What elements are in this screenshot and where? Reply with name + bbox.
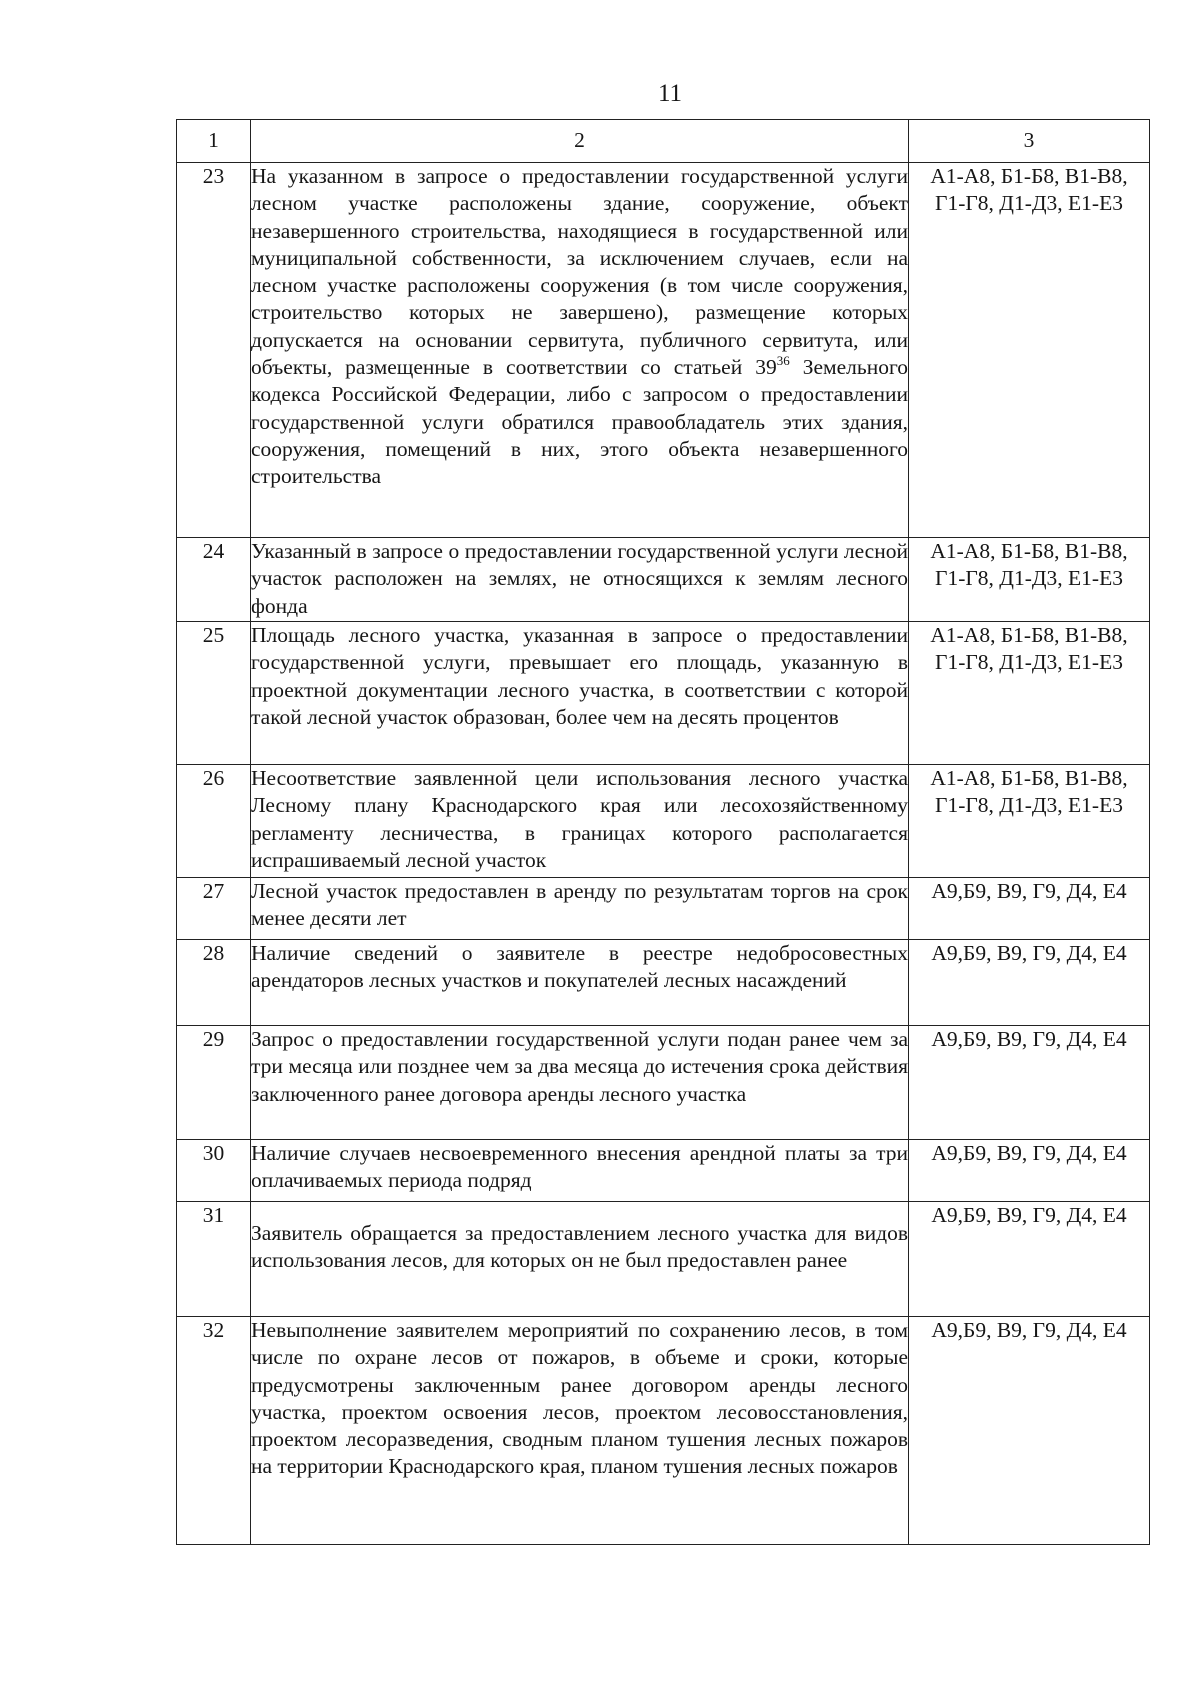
codes-line: А1-А8, Б1-Б8, В1-В8,: [930, 164, 1128, 188]
row-number: 30: [177, 1140, 251, 1202]
row-text-content: Наличие случаев несвоевременного внесения арендной платы за три оплачиваемых периода подряд: [251, 1141, 908, 1193]
row-text: [251, 1140, 909, 1202]
row-codes: [909, 878, 1150, 940]
table-header-row: [177, 120, 1150, 163]
codes-line: А9,Б9, В9, Г9, Д4, Е4: [931, 1203, 1127, 1227]
row-text: [251, 1202, 909, 1317]
row-text-content: Заявитель обращается за предоставлением лесного участка для видов использования лесов, для которых он не был предоставлен ранее: [251, 1221, 908, 1273]
table-row: [177, 538, 1150, 622]
codes-line: Г1-Г8, Д1-Д3, Е1-Е3: [935, 793, 1123, 818]
table-row: [177, 1140, 1150, 1202]
codes-line: Г1-Г8, Д1-Д3, Е1-Е3: [935, 650, 1123, 675]
row-text: [251, 1317, 909, 1545]
column-header-2: 2: [251, 120, 909, 163]
row-number: 25: [177, 622, 251, 765]
superscript: 36: [776, 353, 790, 369]
row-text-content: Невыполнение заявителем мероприятий по сохранению лесов, в том числе по охране лесов от пожаров, в объеме и сроки, которые предусмотрены заключенным ранее договором аренды лесного участка, проектом освоения лесов, проектом лесовосстановления, проектом лесоразведения, сводным планом тушения лесных пожаров на территории Краснодарского края, планом тушения лесных пожаров: [251, 1318, 908, 1479]
row-text-part: Земельного кодекса Российской Федерации, либо с запросом о предоставлении государственной услуги обратился правообладатель этих здания, сооружения, помещений в них, этого объекта незавершенного строительства: [251, 355, 908, 489]
codes-line: А1-А8, Б1-Б8, В1-В8,: [930, 766, 1128, 790]
row-codes: [909, 1140, 1150, 1202]
codes-line: Г1-Г8, Д1-Д3, Е1-Е3: [935, 191, 1123, 216]
codes-line: А9,Б9, В9, Г9, Д4, Е4: [931, 1141, 1127, 1165]
page-number: 11: [657, 80, 683, 107]
row-number: 23: [177, 163, 251, 538]
column-header-3: 3: [909, 120, 1150, 163]
table-row: [177, 878, 1150, 940]
column-header-1: 1: [177, 120, 251, 163]
row-text-content: Наличие сведений о заявителе в реестре недобросовестных арендаторов лесных участков и покупателей лесных насаждений: [251, 941, 908, 993]
row-codes: [909, 538, 1150, 622]
codes-line: А9,Б9, В9, Г9, Д4, Е4: [931, 1027, 1127, 1051]
table-row: [177, 622, 1150, 765]
row-codes: [909, 622, 1150, 765]
table-row: [177, 1317, 1150, 1545]
row-number: 27: [177, 878, 251, 940]
row-number: 26: [177, 765, 251, 878]
codes-line: Г1-Г8, Д1-Д3, Е1-Е3: [935, 566, 1123, 591]
grounds-table: [176, 119, 1150, 1545]
row-codes: [909, 1317, 1150, 1545]
row-text: [251, 765, 909, 878]
row-codes: [909, 940, 1150, 1026]
codes-line: А1-А8, Б1-Б8, В1-В8,: [930, 539, 1128, 563]
row-text: [251, 622, 909, 765]
row-text: [251, 538, 909, 622]
row-text: [251, 163, 909, 538]
row-text: [251, 878, 909, 940]
row-text-content: Площадь лесного участка, указанная в запросе о предоставлении государственной услуги, превышает его площадь, указанную в проектной документации лесного участка, в соответствии с которой такой лесной участок образован, более чем на десять процентов: [251, 623, 908, 729]
codes-line: А9,Б9, В9, Г9, Д4, Е4: [931, 1318, 1127, 1342]
codes-line: А9,Б9, В9, Г9, Д4, Е4: [931, 879, 1127, 903]
row-number: 32: [177, 1317, 251, 1545]
table-row: [177, 1202, 1150, 1317]
row-number: 29: [177, 1026, 251, 1140]
codes-line: А9,Б9, В9, Г9, Д4, Е4: [931, 941, 1127, 965]
row-text-content: Указанный в запросе о предоставлении государственной услуги лесной участок расположен на землях, не относящихся к землям лесного фонда: [251, 539, 908, 618]
row-number: 28: [177, 940, 251, 1026]
table-row: [177, 765, 1150, 878]
row-codes: [909, 1026, 1150, 1140]
row-codes: [909, 1202, 1150, 1317]
row-text-content: Несоответствие заявленной цели использования лесного участка Лесному плану Краснодарского края или лесохозяйственному регламенту лесничества, в границах которого располагается испрашиваемый лесной участок: [251, 766, 908, 872]
row-text-content: Лесной участок предоставлен в аренду по результатам торгов на срок менее десяти лет: [251, 879, 908, 931]
row-text: [251, 940, 909, 1026]
row-number: 24: [177, 538, 251, 622]
row-codes: [909, 163, 1150, 538]
row-text-content: Запрос о предоставлении государственной услуги подан ранее чем за три месяца или позднее чем за два месяца до истечения срока действия заключенного ранее договора аренды лесного участка: [251, 1027, 908, 1106]
row-number: 31: [177, 1202, 251, 1317]
row-text: [251, 1026, 909, 1140]
codes-line: А1-А8, Б1-Б8, В1-В8,: [930, 623, 1128, 647]
table-row: [177, 1026, 1150, 1140]
row-codes: [909, 765, 1150, 878]
table-row: [177, 163, 1150, 538]
row-text-part: На указанном в запросе о предоставлении государственной услуги лесном участке расположены здание, сооружение, объект незавершенного строительства, находящиеся в государственной или муниципальной собственности, за исключением случаев, если на лесном участке расположены сооружения (в том числе сооружения, строительство которых не завершено), размещение которых допускается на основании сервитута, публичного сервитута, или объекты, размещенные в соответствии со статьей 39: [251, 164, 908, 380]
table-row: [177, 940, 1150, 1026]
